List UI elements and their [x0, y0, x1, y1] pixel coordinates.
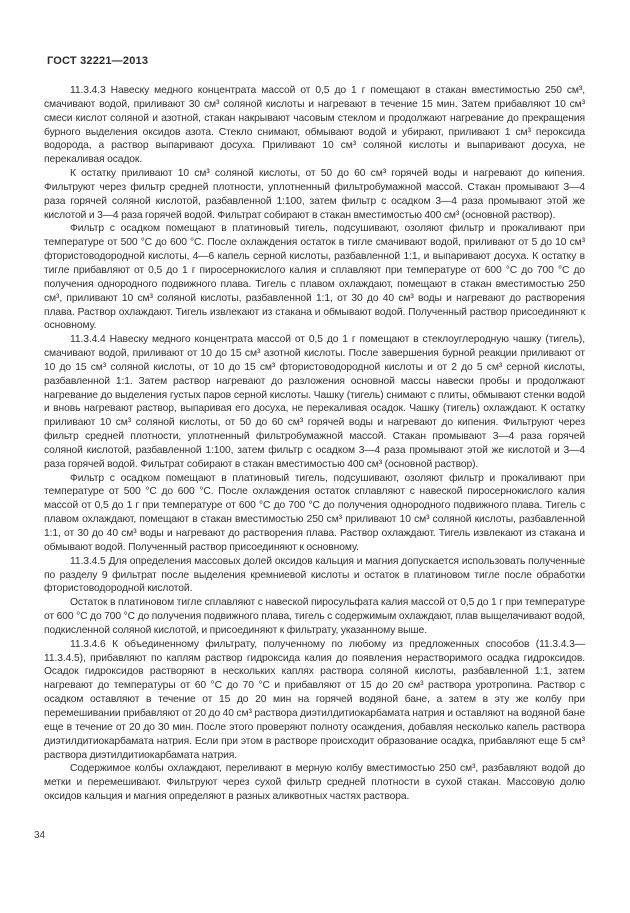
paragraph-filter-ashing: Фильтр с осадком помещают в платиновый тигель, подсушивают, озоляют фильтр и прокаливают при температуре от 500 °С до 600 °С. После охлаждения остаток в тигле смачивают водой, приливают от 5 до 10 см³ фтористоводородной кислоты, 4—6 капель серной кислоты, разбавленной 1:1, и выпаривают досуха. К остатку в тигле прибавляют от 0,5 до 1 г пиросернокислого калия и сплавляют при температуре от 600 °С до 700 °С до получения однородного подвижного плава. Тигель с плавом охлаждают, помещают в стакан вместимостью 250 см³, приливают 10 см³ соляной кислоты, разбавленной 1:1, от 30 до 40 см³ воды и нагревают до растворения плава. Раствор охлаждают. Тигель извлекают из стакана и обмывают водой. Полученный раствор присоединяют к основному.	[44, 223, 585, 332]
paragraph-11-3-4-6: 11.3.4.6 К объединенному фильтрату, полученному по любому из предложенных способов (11.3.4.3—11.3.4.5), прибавляют по каплям раствор гидроксида калия до появления нерастворимого осадка гидроксидов. Осадок гидроксидов растворяют в нескольких каплях раствора соляной кислоты, разбавленной 1:1, затем нагревают до температуры от 60 °С до 70 °С и прибавляют от 15 до 20 см³ раствора уротропина. Раствор с осадком оставляют в течение от 15 до 20 мин на горячей водяной бане, а затем в эту же колбу при перемешивании прибавляют от 20 до 40 см³ раствора диэтилдитиокарбамата натрия и оставляют на водяной бане еще в течение от 20 до 30 мин. После этого проверяют полноту осаждения, добавляя несколько капель раствора диэтилдитиокарбамата натрия. Если при этом в растворе происходит образование осадка, прибавляют еще 5 см³ раствора диэтилдитиокарбамата натрия.	[44, 638, 585, 761]
paragraph-residue-fusion: Остаток в платиновом тигле сплавляют с навеской пиросульфата калия массой от 0,5 до 1 г при температуре от 600 °С до 700 °С до получения подвижного плава, тигель с содержимым охлаждают, плав выщелачивают водой, подкисленной соляной кислотой, и присоединяют к фильтрату, указанному выше.	[44, 597, 585, 636]
paragraph-filter-ashing-2: Фильтр с осадком помещают в платиновый тигель, подсушивают, озоляют фильтр и прокаливают при температуре от 500 °С до 600 °С. После охлаждения остаток сплавляют с навеской пиросернокислого калия массой от 0,5 до 1 г при температуре от 600 °С до 700 °С до получения однородного подвижного плава. Тигель с плавом охлаждают, помещают в стакан вместимостью 250 см³ приливают 10 см³ соляной кислоты, разбавленной 1:1, от 30 до 40 см³ воды и нагревают до растворения плава. Раствор охлаждают. Тигель извлекают из стакана и обмывают водой. Полученный раствор присоединяют к основному.	[44, 472, 585, 553]
paragraph-residue-filtration: К остатку приливают 10 см³ соляной кислоты, от 50 до 60 см³ горячей воды и нагревают до кипения. Фильтруют через фильтр средней плотности, уплотненный фильтробумажной массой. Стакан промывают 3—4 раза горячей соляной кислотой, разбавленной 1:100, затем фильтр с осадком 3—4 раза промывают этой же кислотой и 3—4 раза горячей водой. Фильтрат собирают в стакан вместимостью 400 см³ (основной раствор).	[44, 168, 585, 221]
paragraph-final-dilution: Содержимое колбы охлаждают, переливают в мерную колбу вместимостью 250 см³, разбавляют водой до метки и перемешивают. Фильтруют через сухой фильтр средней плотности в сухой стакан. Массовую долю оксидов кальция и магния определяют в разных аликвотных частях раствора.	[44, 763, 585, 803]
paragraph-11-3-4-3: 11.3.4.3 Навеску медного концентрата массой от 0,5 до 1 г помещают в стакан вместимостью 250 см³, смачивают водой, приливают 30 см³ соляной кислоты и нагревают в течение 15 мин. Затем прибавляют 10 см³ смеси кислот соляной и азотной, стакан накрывают часовым стеклом и продолжают нагревание до прекращения бурного выделения оксидов азота. Стекло снимают, обмывают водой и убирают, приливают 1 см³ пероксида водорода, а раствор выпаривают досуха. Приливают 10 см³ соляной кислоты и выпаривают досуха, не перекаливая осадок.	[44, 85, 585, 166]
paragraph-11-3-4-4: 11.3.4.4 Навеску медного концентрата массой от 0,5 до 1 г помещают в стеклоуглеродную чашку (тигель), смачивают водой, приливают от 10 до 15 см³ азотной кислоты. После завершения бурной реакции приливают от 10 до 15 см³ соляной кислоты, от 10 до 15 см³ фтористоводородной кислоты и от 2 до 5 см³ серной кислоты, разбавленной 1:1. Затем раствор нагревают до разложения основной массы навески пробы и продолжают нагревание до выделения густых паров серной кислоты. Чашку (тигель) снимают с плиты, обмывают стенки водой и вновь нагревают раствор, выпаривая его досуха, не перекаливая осадок. Чашку (тигель) охлаждают. К остатку приливают 10 см³ соляной кислоты, от 50 до 60 см³ горячей воды и нагревают до кипения. Фильтруют через фильтр средней плотности, уплотненный фильтробумажной массой. Стакан промывают 3—4 раза горячей соляной кислотой, разбавленной 1:100, затем фильтр с осадком 3—4 раза промывают этой же кислотой и 3—4 раза горячей водой. Фильтрат собирают в стакан вместимостью 400 см³ (основной раствор).	[44, 334, 585, 470]
document-number-header: ГОСТ 32221—2013	[47, 55, 149, 67]
document-body	[44, 84, 585, 804]
page-number: 34	[34, 830, 46, 841]
paragraph-11-3-4-5: 11.3.4.5 Для определения массовых долей оксидов кальция и магния допускается использовать полученные по разделу 9 фильтрат после выделения кремниевой кислоты и остаток в платиновом тигле после обработки фтористоводородной кислотой.	[44, 555, 585, 595]
